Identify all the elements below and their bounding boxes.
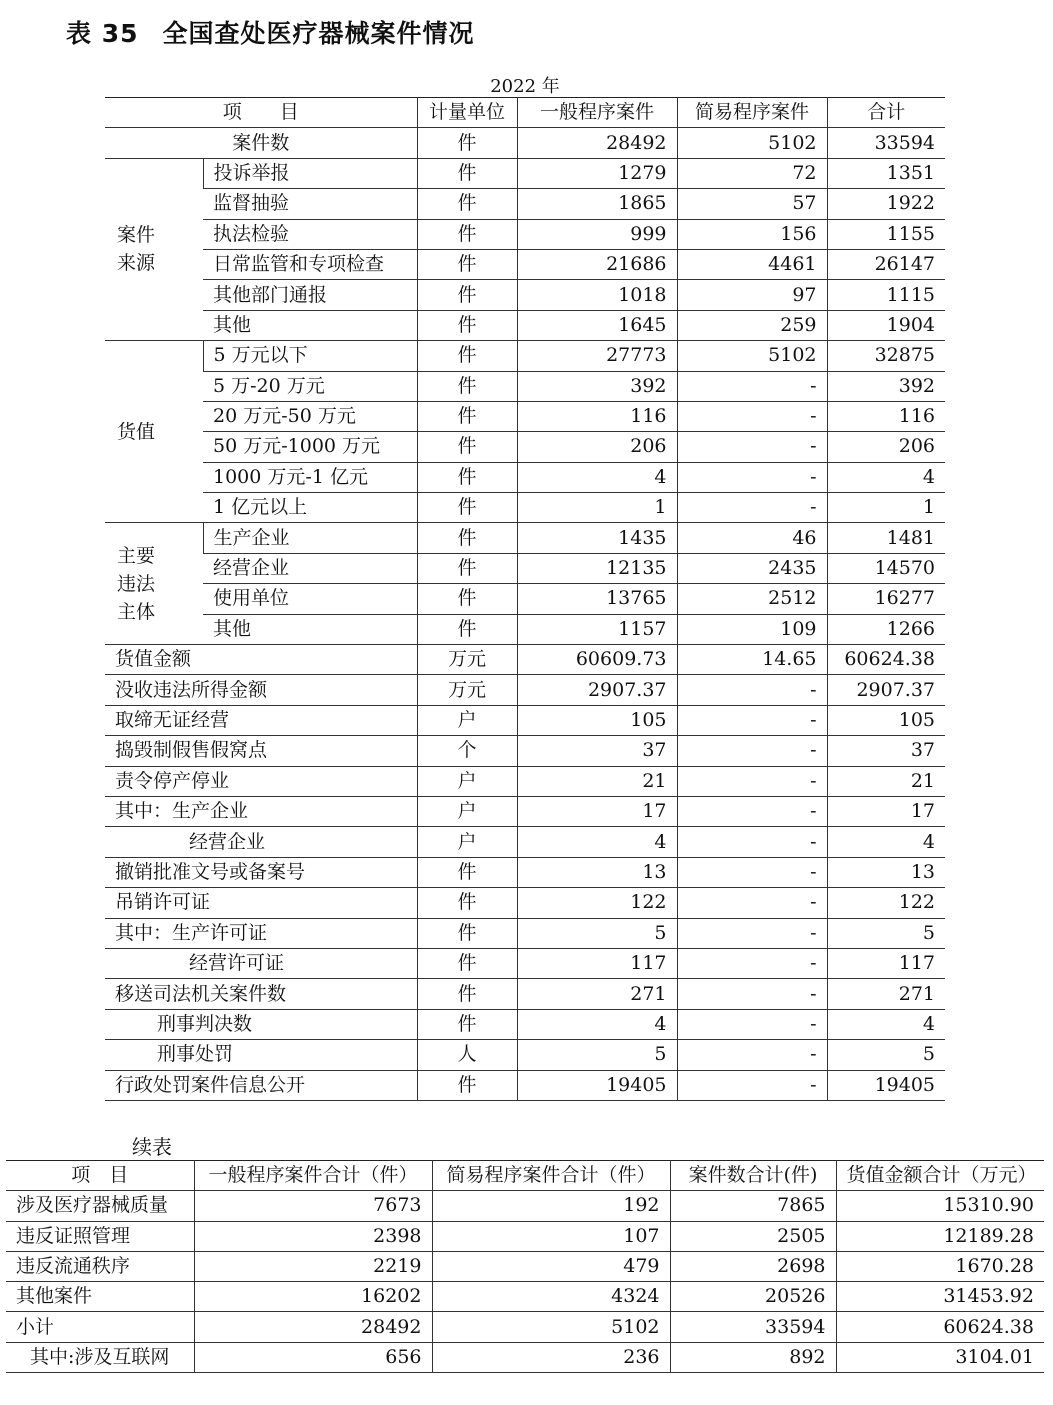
value-total-value: 15310.90 <box>836 1191 1044 1221</box>
row-label: 5 万元以下 <box>203 341 417 371</box>
row-label: 货值金额 <box>105 645 417 675</box>
total-value: 4 <box>827 827 945 857</box>
general-value: 4 <box>517 1009 677 1039</box>
simple-value: - <box>677 857 827 887</box>
unit-cell: 件 <box>417 401 517 431</box>
simple-value: - <box>677 432 827 462</box>
group-label: 货值 <box>105 341 203 523</box>
table-row <box>6 1191 1044 1221</box>
row-label: 捣毁制假售假窝点 <box>105 736 417 766</box>
continuation-label: 续表 <box>132 1135 172 1159</box>
table-title: 全国查处医疗器械案件情况 <box>162 19 475 48</box>
row-label: 其他部门通报 <box>203 280 417 310</box>
row-label: 1 亿元以上 <box>203 493 417 523</box>
total-value: 14570 <box>827 553 945 583</box>
simple-value: 5102 <box>677 341 827 371</box>
unit-cell: 件 <box>417 857 517 887</box>
unit-cell: 件 <box>417 979 517 1009</box>
unit-cell: 件 <box>417 948 517 978</box>
row-label: 小计 <box>6 1312 194 1342</box>
table-row <box>105 462 945 492</box>
simple-value: 46 <box>677 523 827 553</box>
case-total-value: 892 <box>670 1342 836 1372</box>
simple-value: - <box>677 888 827 918</box>
general-value: 4 <box>517 827 677 857</box>
unit-cell: 万元 <box>417 675 517 705</box>
unit-cell: 件 <box>417 1009 517 1039</box>
row-label: 刑事判决数 <box>105 1009 417 1039</box>
unit-cell: 个 <box>417 736 517 766</box>
table-row <box>105 280 945 310</box>
general-value: 21 <box>517 766 677 796</box>
simple-value: 72 <box>677 158 827 188</box>
general-value: 2907.37 <box>517 675 677 705</box>
unit-cell: 件 <box>417 189 517 219</box>
unit-cell: 件 <box>417 128 517 158</box>
total-value: 122 <box>827 888 945 918</box>
general-value: 13765 <box>517 584 677 614</box>
total-value: 19405 <box>827 1070 945 1100</box>
general-value: 13 <box>517 857 677 887</box>
row-label: 20 万元-50 万元 <box>203 401 417 431</box>
group-label: 案件 来源 <box>105 158 203 340</box>
row-label: 取缔无证经营 <box>105 705 417 735</box>
unit-cell: 件 <box>417 584 517 614</box>
general-value: 5 <box>517 1040 677 1070</box>
table-row <box>105 979 945 1009</box>
header-cell: 一般程序案件合计（件） <box>194 1161 432 1191</box>
general-total-value: 28492 <box>194 1312 432 1342</box>
table-row <box>6 1221 1044 1251</box>
main-table <box>105 97 945 1101</box>
total-value: 105 <box>827 705 945 735</box>
general-value: 60609.73 <box>517 645 677 675</box>
header-row <box>6 1161 1044 1191</box>
value-total-value: 12189.28 <box>836 1221 1044 1251</box>
total-value: 206 <box>827 432 945 462</box>
simple-total-value: 4324 <box>432 1282 670 1312</box>
general-value: 1435 <box>517 523 677 553</box>
row-label: 其他 <box>203 310 417 340</box>
row-label: 违反证照管理 <box>6 1221 194 1251</box>
value-total-value: 1670.28 <box>836 1251 1044 1281</box>
general-value: 5 <box>517 918 677 948</box>
table-row <box>105 401 945 431</box>
general-value: 1645 <box>517 310 677 340</box>
unit-cell: 件 <box>417 493 517 523</box>
table-row <box>105 310 945 340</box>
row-label: 1000 万元-1 亿元 <box>203 462 417 492</box>
simple-value: 156 <box>677 219 827 249</box>
continuation-table <box>6 1160 1044 1373</box>
simple-value: 2435 <box>677 553 827 583</box>
total-value: 1922 <box>827 189 945 219</box>
unit-cell: 件 <box>417 341 517 371</box>
table-row <box>105 675 945 705</box>
case-total-value: 20526 <box>670 1282 836 1312</box>
table-row <box>105 219 945 249</box>
table-row <box>105 523 945 553</box>
table-row <box>105 918 945 948</box>
simple-total-value: 107 <box>432 1221 670 1251</box>
simple-value: - <box>677 675 827 705</box>
total-value: 392 <box>827 371 945 401</box>
total-value: 271 <box>827 979 945 1009</box>
header-item: 项 目 <box>105 98 417 128</box>
total-value: 13 <box>827 857 945 887</box>
table-row <box>105 1040 945 1070</box>
total-value: 2907.37 <box>827 675 945 705</box>
general-value: 1865 <box>517 189 677 219</box>
row-label: 经营企业 <box>105 827 417 857</box>
row-label: 5 万-20 万元 <box>203 371 417 401</box>
header-cell: 合计 <box>827 98 945 128</box>
row-label: 撤销批准文号或备案号 <box>105 857 417 887</box>
header-cell: 简易程序案件 <box>677 98 827 128</box>
simple-total-value: 236 <box>432 1342 670 1372</box>
simple-value: - <box>677 796 827 826</box>
row-label: 使用单位 <box>203 584 417 614</box>
total-value: 21 <box>827 766 945 796</box>
general-value: 117 <box>517 948 677 978</box>
total-value: 33594 <box>827 128 945 158</box>
table-row <box>105 645 945 675</box>
unit-cell: 人 <box>417 1040 517 1070</box>
table-row <box>105 189 945 219</box>
unit-cell: 件 <box>417 371 517 401</box>
total-value: 4 <box>827 462 945 492</box>
table-row <box>6 1342 1044 1372</box>
table-row <box>105 128 945 158</box>
unit-cell: 户 <box>417 796 517 826</box>
row-label: 其他案件 <box>6 1282 194 1312</box>
total-value: 26147 <box>827 249 945 279</box>
row-label: 移送司法机关案件数 <box>105 979 417 1009</box>
case-total-value: 2698 <box>670 1251 836 1281</box>
table-row <box>105 553 945 583</box>
simple-value: - <box>677 1040 827 1070</box>
simple-value: - <box>677 401 827 431</box>
table-row <box>105 1070 945 1100</box>
general-value: 19405 <box>517 1070 677 1100</box>
unit-cell: 户 <box>417 766 517 796</box>
simple-value: - <box>677 1009 827 1039</box>
general-total-value: 656 <box>194 1342 432 1372</box>
simple-total-value: 5102 <box>432 1312 670 1342</box>
simple-total-value: 479 <box>432 1251 670 1281</box>
row-label: 责令停产停业 <box>105 766 417 796</box>
total-value: 5 <box>827 918 945 948</box>
simple-value: - <box>677 948 827 978</box>
group-label: 主要 违法 主体 <box>105 523 203 645</box>
simple-value: 4461 <box>677 249 827 279</box>
value-total-value: 3104.01 <box>836 1342 1044 1372</box>
general-value: 27773 <box>517 341 677 371</box>
simple-value: - <box>677 1070 827 1100</box>
general-value: 4 <box>517 462 677 492</box>
table-row <box>6 1312 1044 1342</box>
unit-cell: 件 <box>417 614 517 644</box>
total-value: 5 <box>827 1040 945 1070</box>
unit-cell: 件 <box>417 918 517 948</box>
table-row <box>105 432 945 462</box>
total-value: 1 <box>827 493 945 523</box>
row-label: 经营许可证 <box>105 948 417 978</box>
table-row <box>105 249 945 279</box>
row-label: 吊销许可证 <box>105 888 417 918</box>
row-label: 生产企业 <box>203 523 417 553</box>
general-value: 122 <box>517 888 677 918</box>
general-value: 999 <box>517 219 677 249</box>
general-value: 1279 <box>517 158 677 188</box>
total-value: 17 <box>827 796 945 826</box>
table-row <box>105 796 945 826</box>
row-label: 行政处罚案件信息公开 <box>105 1070 417 1100</box>
general-value: 1 <box>517 493 677 523</box>
row-label: 投诉举报 <box>203 158 417 188</box>
table-row <box>105 948 945 978</box>
table-row <box>105 857 945 887</box>
unit-cell: 件 <box>417 1070 517 1100</box>
table-row <box>105 766 945 796</box>
total-value: 1481 <box>827 523 945 553</box>
simple-value: - <box>677 462 827 492</box>
row-label: 其中：生产企业 <box>105 796 417 826</box>
general-value: 21686 <box>517 249 677 279</box>
unit-cell: 户 <box>417 827 517 857</box>
simple-value: 5102 <box>677 128 827 158</box>
general-value: 12135 <box>517 553 677 583</box>
general-value: 105 <box>517 705 677 735</box>
case-total-value: 7865 <box>670 1191 836 1221</box>
header-cell: 一般程序案件 <box>517 98 677 128</box>
total-value: 1351 <box>827 158 945 188</box>
row-label: 没收违法所得金额 <box>105 675 417 705</box>
simple-value: 14.65 <box>677 645 827 675</box>
table-row <box>105 705 945 735</box>
simple-value: 259 <box>677 310 827 340</box>
row-label: 其他 <box>203 614 417 644</box>
total-value: 117 <box>827 948 945 978</box>
simple-value: 2512 <box>677 584 827 614</box>
total-value: 37 <box>827 736 945 766</box>
total-value: 1115 <box>827 280 945 310</box>
simple-value: - <box>677 918 827 948</box>
table-row <box>6 1282 1044 1312</box>
unit-cell: 件 <box>417 888 517 918</box>
table-row <box>105 614 945 644</box>
row-label: 涉及医疗器械质量 <box>6 1191 194 1221</box>
general-total-value: 2398 <box>194 1221 432 1251</box>
general-value: 116 <box>517 401 677 431</box>
page-title <box>66 14 475 50</box>
simple-value: - <box>677 493 827 523</box>
unit-cell: 户 <box>417 705 517 735</box>
row-label: 其中：生产许可证 <box>105 918 417 948</box>
general-total-value: 7673 <box>194 1191 432 1221</box>
header-cell: 案件数合计(件) <box>670 1161 836 1191</box>
table-row <box>105 1009 945 1039</box>
unit-cell: 件 <box>417 249 517 279</box>
unit-cell: 件 <box>417 219 517 249</box>
general-value: 37 <box>517 736 677 766</box>
general-value: 17 <box>517 796 677 826</box>
simple-value: - <box>677 979 827 1009</box>
table-row <box>105 827 945 857</box>
row-label: 刑事处罚 <box>105 1040 417 1070</box>
total-value: 32875 <box>827 341 945 371</box>
general-total-value: 2219 <box>194 1251 432 1281</box>
general-value: 206 <box>517 432 677 462</box>
row-label: 执法检验 <box>203 219 417 249</box>
table-row <box>105 736 945 766</box>
general-value: 1018 <box>517 280 677 310</box>
row-label: 违反流通秩序 <box>6 1251 194 1281</box>
header-cell: 计量单位 <box>417 98 517 128</box>
table-row <box>105 584 945 614</box>
row-label: 50 万元-1000 万元 <box>203 432 417 462</box>
total-value: 60624.38 <box>827 645 945 675</box>
general-total-value: 16202 <box>194 1282 432 1312</box>
total-value: 16277 <box>827 584 945 614</box>
simple-value: - <box>677 705 827 735</box>
header-cell: 货值金额合计（万元） <box>836 1161 1044 1191</box>
simple-value: - <box>677 766 827 796</box>
table-row <box>105 888 945 918</box>
table-row <box>105 158 945 188</box>
table-row <box>105 493 945 523</box>
unit-cell: 件 <box>417 280 517 310</box>
value-total-value: 60624.38 <box>836 1312 1044 1342</box>
table-row <box>105 371 945 401</box>
total-value: 1266 <box>827 614 945 644</box>
row-label: 经营企业 <box>203 553 417 583</box>
total-value: 4 <box>827 1009 945 1039</box>
unit-cell: 件 <box>417 523 517 553</box>
case-total-value: 33594 <box>670 1312 836 1342</box>
general-value: 271 <box>517 979 677 1009</box>
row-label: 其中:涉及互联网 <box>6 1342 194 1372</box>
general-value: 392 <box>517 371 677 401</box>
table-row <box>6 1251 1044 1281</box>
general-value: 28492 <box>517 128 677 158</box>
simple-value: - <box>677 827 827 857</box>
unit-cell: 件 <box>417 553 517 583</box>
unit-cell: 件 <box>417 462 517 492</box>
simple-value: - <box>677 736 827 766</box>
header-cell: 简易程序案件合计（件） <box>432 1161 670 1191</box>
total-value: 116 <box>827 401 945 431</box>
unit-cell: 万元 <box>417 645 517 675</box>
general-value: 1157 <box>517 614 677 644</box>
table-row <box>105 341 945 371</box>
case-total-value: 2505 <box>670 1221 836 1251</box>
simple-total-value: 192 <box>432 1191 670 1221</box>
unit-cell: 件 <box>417 432 517 462</box>
unit-cell: 件 <box>417 310 517 340</box>
row-label: 案件数 <box>105 128 417 158</box>
year-label: 2022 年 <box>490 76 560 97</box>
unit-cell: 件 <box>417 158 517 188</box>
total-value: 1155 <box>827 219 945 249</box>
table-number: 表 35 <box>66 19 139 48</box>
simple-value: 97 <box>677 280 827 310</box>
simple-value: - <box>677 371 827 401</box>
row-label: 监督抽验 <box>203 189 417 219</box>
total-value: 1904 <box>827 310 945 340</box>
simple-value: 57 <box>677 189 827 219</box>
header-row <box>105 98 945 128</box>
row-label: 日常监管和专项检查 <box>203 249 417 279</box>
simple-value: 109 <box>677 614 827 644</box>
header-cell: 项 目 <box>6 1161 194 1191</box>
value-total-value: 31453.92 <box>836 1282 1044 1312</box>
